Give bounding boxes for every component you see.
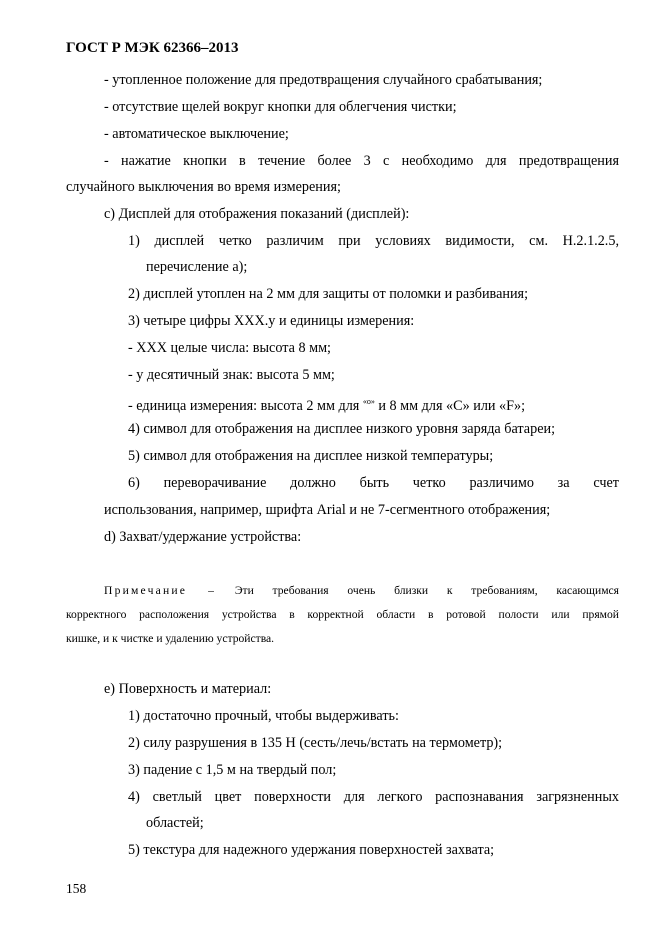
note-line-2: корректного расположения устройства в корректной области в ротовой полости или прямой xyxy=(66,608,619,621)
bullet-press-duration-cont: случайного выключения во время измерения; xyxy=(66,179,341,195)
section-d-heading: d) Захват/удержание устройства: xyxy=(104,529,302,545)
note-line-1: Примечание – Эти требования очень близки к требованиям, касающимся xyxy=(104,584,619,597)
item-c2: 2) дисплей утоплен на 2 мм для защиты от поломки и разбивания; xyxy=(128,286,529,302)
bullet-recessed-position: - утопленное положение для предотвращения случайного срабатывания; xyxy=(104,72,543,88)
item-c3-decimal: - y десятичный знак: высота 5 мм; xyxy=(128,367,335,383)
page-number: 158 xyxy=(66,881,87,896)
section-e-heading: е) Поверхность и материал: xyxy=(104,681,272,697)
bullet-no-gaps: - отсутствие щелей вокруг кнопки для облегчения чистки; xyxy=(104,99,457,115)
note-label: Примечание – xyxy=(104,584,217,597)
section-c-heading: c) Дисплей для отображения показаний (дисплей): xyxy=(104,206,410,222)
item-c5: 5) символ для отображения на дисплее низкой температуры; xyxy=(128,448,494,464)
item-c3-integer: - XXX целые числа: высота 8 мм; xyxy=(128,340,331,356)
bullet-auto-off: - автоматическое выключение; xyxy=(104,126,289,142)
item-c6: 6) переворачивание должно быть четко различимо за счет xyxy=(128,475,619,491)
item-c3: 3) четыре цифры XXX.y и единицы измерения: xyxy=(128,313,415,329)
item-c4: 4) символ для отображения на дисплее низкого уровня заряда батареи; xyxy=(128,421,556,437)
item-c3-unit: - единица измерения: высота 2 мм для $^{«о»}$ и 8 мм для «С» или «F»; xyxy=(128,397,526,414)
item-e5: 5) текстура для надежного удержания поверхностей захвата; xyxy=(128,842,495,858)
item-e2: 2) силу разрушения в 135 Н (сесть/лечь/встать на термометр); xyxy=(128,735,503,751)
item-c6-cont: использования, например, шрифта Arial и не 7-сегментного отображения; xyxy=(104,502,551,518)
item-c1-cont: перечисление а); xyxy=(146,259,248,275)
note-line-3: кишке, и к чистке и удалению устройства. xyxy=(66,632,275,645)
item-e1: 1) достаточно прочный, чтобы выдерживать: xyxy=(128,708,399,724)
item-e4: 4) светлый цвет поверхности для легкого распознавания загрязненных xyxy=(128,789,619,805)
item-e4-cont: областей; xyxy=(146,815,204,831)
item-e3: 3) падение с 1,5 м на твердый пол; xyxy=(128,762,337,778)
document-header: ГОСТ Р МЭК 62366–2013 xyxy=(66,40,239,56)
item-c1: 1) дисплей четко различим при условиях видимости, см. Н.2.1.2.5, xyxy=(128,233,619,249)
bullet-press-duration: - нажатие кнопки в течение более 3 с необходимо для предотвращения xyxy=(104,153,619,169)
